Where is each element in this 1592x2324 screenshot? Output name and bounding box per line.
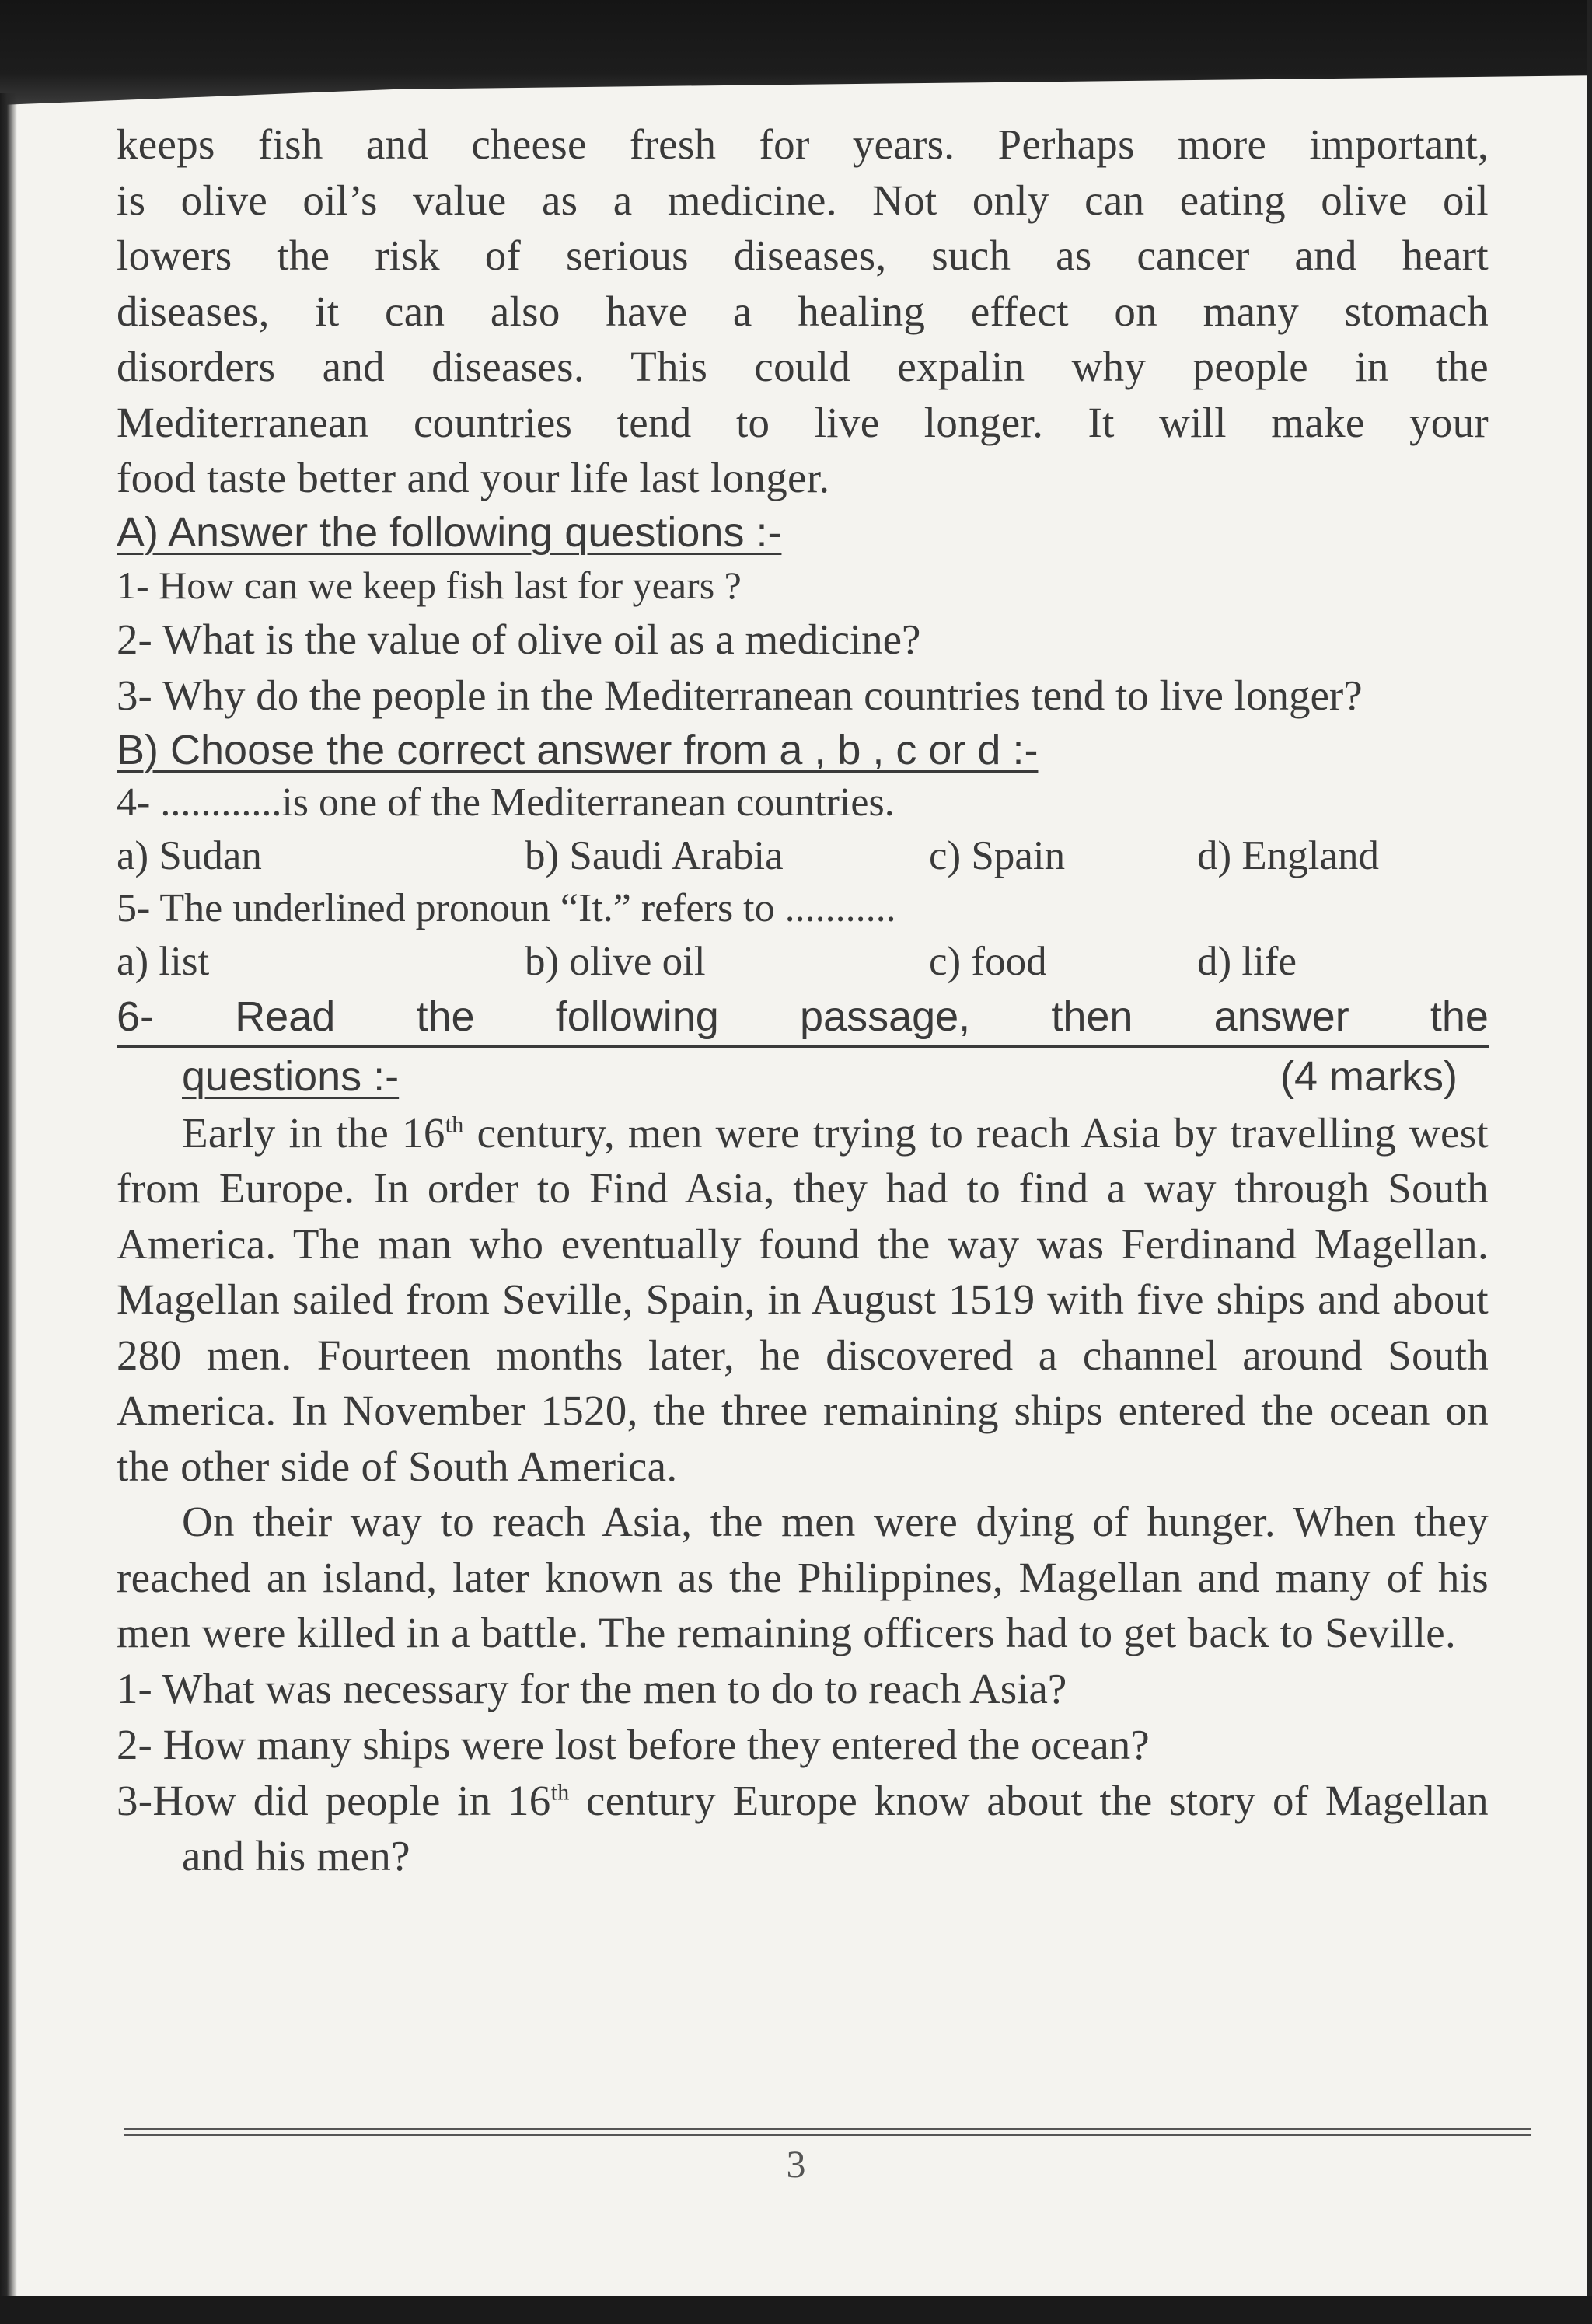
magellan-paragraph-1	[117, 1105, 1489, 1495]
marks-label: (4 marks)	[1280, 1052, 1458, 1100]
question-6-2: 2- How many ships were lost before they entered the ocean?	[117, 1720, 1150, 1768]
question-6-3	[117, 1773, 1489, 1884]
heading-word: then	[1051, 993, 1133, 1040]
paragraph-text: Early in the 16	[182, 1108, 445, 1157]
superscript: th	[550, 1779, 570, 1806]
choice-c: c) Spain	[929, 832, 1066, 878]
heading-continuation: questions :-	[182, 1052, 400, 1100]
choice-d: d) life	[1197, 938, 1297, 984]
choice-d: d) England	[1197, 832, 1380, 878]
passage-line: keeps fish and cheese fresh for years. Perhaps more important,	[117, 120, 1489, 168]
scan-bottom-border	[0, 2296, 1592, 2324]
heading-word: the	[416, 993, 475, 1040]
question-a3: 3- Why do the people in the Mediterranean countries tend to live longer?	[117, 671, 1363, 719]
question-6-1: 1- What was necessary for the men to do to reach Asia?	[117, 1664, 1067, 1712]
superscript: th	[445, 1111, 464, 1138]
worksheet-page	[117, 117, 1489, 1884]
question-a2: 2- What is the value of olive oil as a medicine?	[117, 615, 921, 663]
passage-line: food taste better and your life last longer.	[117, 454, 830, 501]
passage-intro	[117, 117, 1489, 506]
choice-a: a) Sudan	[117, 832, 262, 878]
magellan-paragraph-2: On their way to reach Asia, the men were dying of hunger. When they reached an island, later known as the Philippines, Magellan and many of his men were killed in a battle. The remaining officers had to get back to Seville.	[117, 1498, 1489, 1656]
choice-b: b) Saudi Arabia	[525, 832, 784, 878]
heading-word: the	[1430, 993, 1489, 1040]
heading-word: answer	[1213, 993, 1349, 1040]
question-a1: 1- How can we keep fish last for years ?	[117, 563, 742, 607]
heading-word: 6-	[117, 993, 155, 1040]
choice-a: a) list	[117, 938, 210, 984]
question-b4-choices	[117, 829, 1489, 882]
scan-top-border	[0, 0, 1592, 105]
section-b-heading: B) Choose the correct answer from a , b , c or d :-	[117, 726, 1039, 773]
heading-word: Read	[235, 993, 336, 1040]
question-b5: 5- The underlined pronoun “It.” refers to ...........	[117, 885, 896, 930]
section-6-heading	[117, 988, 1489, 1105]
footer-rule	[124, 2128, 1531, 2136]
page-number: 3	[786, 2142, 806, 2186]
question-b5-choices	[117, 935, 1489, 988]
section-6-heading-line	[117, 988, 1489, 1048]
passage-line: disorders and diseases. This could expalin why people in the	[117, 343, 1489, 390]
scan-left-border	[0, 93, 17, 2324]
question-text: 3-How did people in 16	[117, 1776, 551, 1824]
passage-line: is olive oil’s value as a medicine. Not only can eating olive oil	[117, 176, 1489, 224]
section-a-heading: A) Answer the following questions :-	[117, 508, 782, 556]
paragraph-text: century, men were trying to reach Asia by travelling west from Europe. In order to Find Asia, they had to find a way through South America. The man who eventually found the way was Ferdinand Magellan. Magellan sailed from Seville, Spain, in August 1519 with five ships and about 280 men. Fourteen months later, he discovered a channel around South America. In November 1520, the three remaining ships entered the ocean on the other side of South America.	[117, 1108, 1489, 1490]
question-b4: 4- ............is one of the Mediterranean countries.	[117, 780, 895, 825]
passage-line: lowers the risk of serious diseases, such as cancer and heart	[117, 232, 1489, 279]
question-text: century Europe know about the story of Magellan and his men?	[182, 1776, 1489, 1879]
choice-c: c) food	[929, 938, 1047, 984]
scan-right-border	[1587, 0, 1592, 2324]
heading-word: passage,	[800, 993, 971, 1040]
section-6-heading-line-2	[117, 1048, 1489, 1105]
passage-line: Mediterranean countries tend to live longer. It will make your	[117, 398, 1489, 446]
passage-line: diseases, it can also have a healing effect on many stomach	[117, 287, 1489, 335]
choice-b: b) olive oil	[525, 938, 706, 984]
heading-word: following	[555, 993, 719, 1040]
